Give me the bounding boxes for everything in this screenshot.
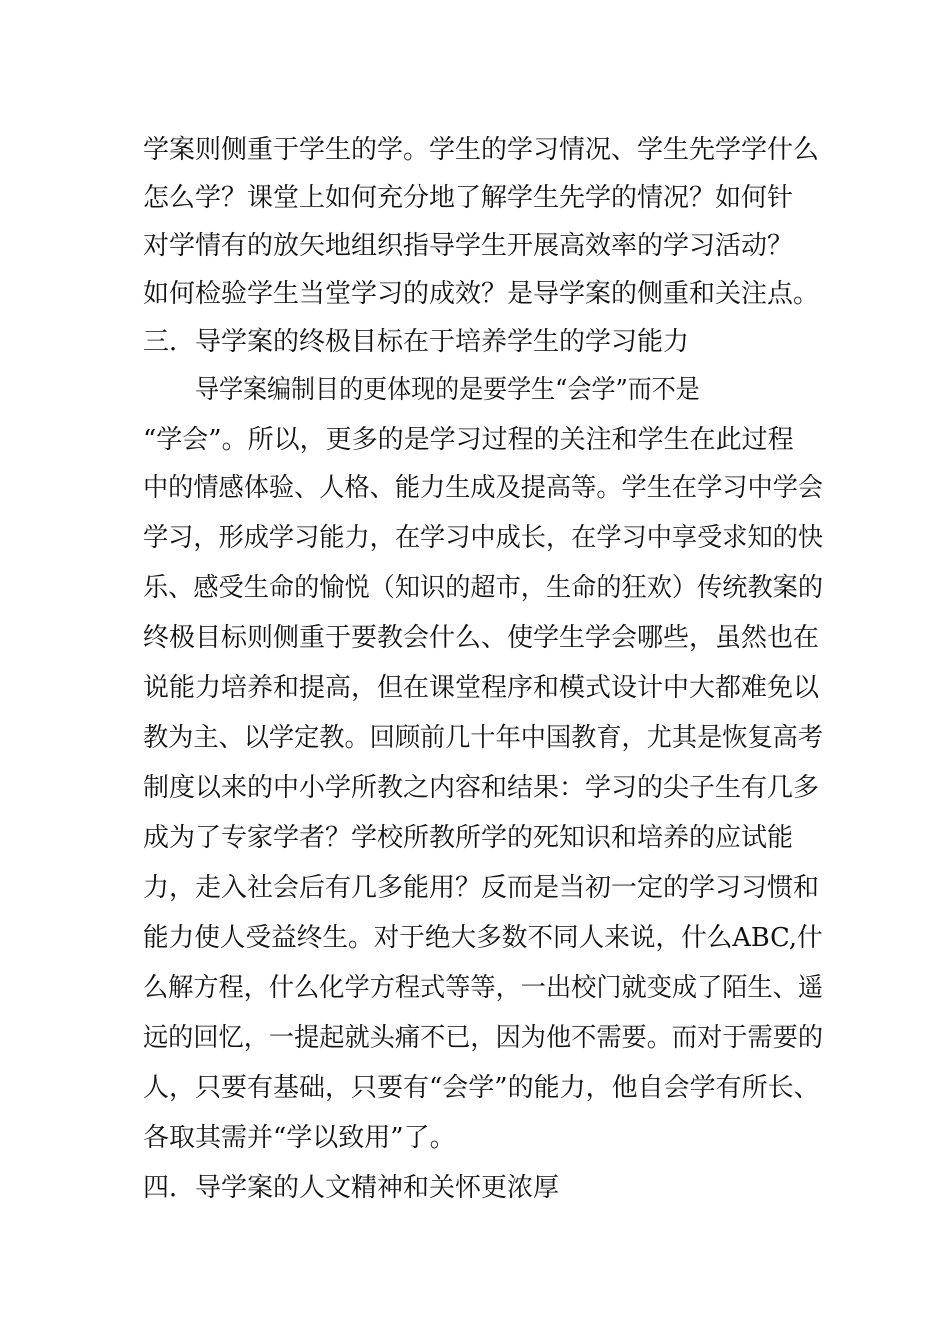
- section-heading-4: 四．导学案的人文精神和关怀更浓厚: [143, 1173, 560, 1203]
- text-line: 远的回忆，一提起就头痛不已，因为他不需要。而对于需要的: [143, 1023, 824, 1053]
- text-line: 能力使人受益终生。对于绝大多数不同人来说，什么ABC,什: [143, 923, 823, 953]
- text-line: 各取其需并“学以致用”了。: [143, 1123, 456, 1153]
- text-line: 如何检验学生当堂学习的成效？是导学案的侧重和关注点。: [143, 279, 820, 309]
- section-heading-3: 三．导学案的终极目标在于培养学生的学习能力: [143, 327, 690, 357]
- text-line: 学习，形成学习能力，在学习中成长，在学习中享受求知的快: [143, 523, 824, 553]
- text-line: 中的情感体验、人格、能力生成及提高等。学生在学习中学会: [143, 473, 824, 503]
- text-line: 乐、感受生命的愉悦（知识的超市，生命的狂欢）传统教案的: [143, 573, 824, 603]
- text-line: 对学情有的放矢地组织指导学生开展高效率的学习活动？: [143, 231, 794, 261]
- text-line: 怎么学？课堂上如何充分地了解学生先学的情况？如何针: [143, 183, 794, 213]
- text-line: 成为了专家学者？学校所教所学的死知识和培养的应试能: [143, 823, 794, 853]
- text-line: 教为主、以学定教。回顾前几十年中国教育，尤其是恢复高考: [143, 723, 824, 753]
- text-line: 制度以来的中小学所教之内容和结果：学习的尖子生有几多: [143, 773, 820, 803]
- text-line: 么解方程，什么化学方程式等等，一出校门就变成了陌生、遥: [143, 973, 824, 1003]
- text-line: 学案则侧重于学生的学。学生的学习情况、学生先学学什么: [143, 135, 820, 165]
- paragraph-first-line: 导学案编制目的更体现的是要学生“会学”而不是: [195, 375, 700, 405]
- text-line: “学会”。所以，更多的是学习过程的关注和学生在此过程: [143, 425, 794, 455]
- text-line: 说能力培养和提高，但在课堂程序和模式设计中大都难免以: [143, 673, 820, 703]
- text-line: 人，只要有基础，只要有“会学”的能力，他自会学有所长、: [143, 1073, 820, 1103]
- text-line: 终极目标则侧重于要教会什么、使学生学会哪些，虽然也在: [143, 623, 820, 653]
- text-line: 力，走入社会后有几多能用？反而是当初一定的学习习惯和: [143, 873, 820, 903]
